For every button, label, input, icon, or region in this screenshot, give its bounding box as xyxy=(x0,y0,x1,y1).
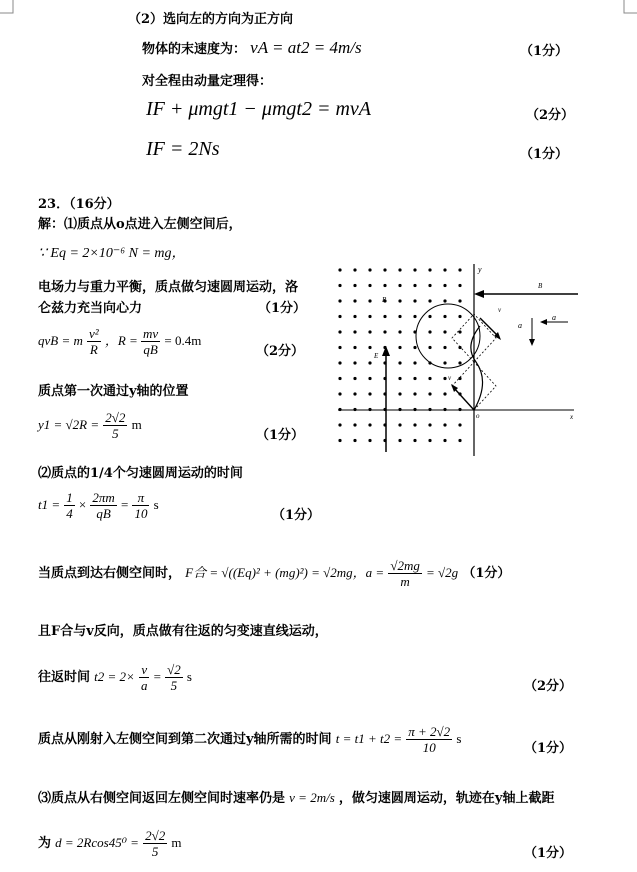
field-dot xyxy=(428,268,431,271)
field-dot xyxy=(428,284,431,287)
field-label: E xyxy=(374,352,379,360)
field-dot xyxy=(353,377,356,380)
field-dot xyxy=(398,284,401,287)
field-dot xyxy=(413,346,416,349)
field-dot xyxy=(443,346,446,349)
corner-mark-right xyxy=(623,0,637,14)
score: （2分） xyxy=(256,344,305,359)
field-dot xyxy=(368,346,371,349)
solution-intro: 解：⑴质点从o点进入左侧空间后， xyxy=(38,217,242,232)
field-dot xyxy=(398,423,401,426)
field-dot xyxy=(398,299,401,302)
field-dot xyxy=(413,284,416,287)
acceleration-label: a xyxy=(518,321,522,330)
field-dot xyxy=(413,361,416,364)
field-dot xyxy=(458,330,461,333)
field-dot xyxy=(383,284,386,287)
field-dot xyxy=(338,423,341,426)
particle-path xyxy=(471,326,483,410)
field-dot xyxy=(443,330,446,333)
d-equation-line: 为 d = 2Rcos45⁰ = $\frac{2√2}{5}$ m xyxy=(38,828,182,859)
field-dot xyxy=(413,392,416,395)
total-time-line: 质点从刚射入左侧空间到第二次通过y轴所需的时间 t = t1 + t2 = $\frac{\pi + 2√2}{10}$ s xyxy=(38,724,462,755)
field-dot xyxy=(398,268,401,271)
score: （1分） xyxy=(272,508,321,523)
final-velocity-line xyxy=(142,38,362,58)
arrow-head xyxy=(540,319,547,325)
field-dot xyxy=(398,377,401,380)
score: （1分） xyxy=(258,301,307,316)
fraction: $\frac{mv}{qB}$ xyxy=(143,326,159,357)
quarter-circle-text: ⑵质点的1/4个匀速圆周运动的时间 xyxy=(38,466,243,481)
first-cross-text: 质点第一次通过y轴的位置 xyxy=(38,384,189,399)
fraction: $\frac{2\pi m}{qB}$ xyxy=(92,490,115,521)
field-dot xyxy=(458,268,461,271)
field-dot xyxy=(338,439,341,442)
field-dot xyxy=(368,361,371,364)
field-dot xyxy=(338,299,341,302)
fraction: $\frac{v}{a}$ xyxy=(140,662,148,693)
field-dot xyxy=(413,439,416,442)
field-dot xyxy=(368,284,371,287)
field-dot xyxy=(428,315,431,318)
field-dot xyxy=(353,284,356,287)
field-dot xyxy=(368,377,371,380)
field-dot xyxy=(368,423,371,426)
part3-line: ⑶质点从右侧空间返回左侧空间时速率仍是 v = 2m/s ，做匀速圆周运动，轨迹在y轴上截距 xyxy=(38,790,555,806)
field-dot xyxy=(428,377,431,380)
field-dot xyxy=(383,268,386,271)
arrow-head xyxy=(529,339,535,346)
score: （1分） xyxy=(524,741,573,756)
fraction: $\frac{1}{4}$ xyxy=(66,490,73,521)
score: （1分） xyxy=(462,566,511,581)
field-dot xyxy=(413,268,416,271)
y-axis-label: y xyxy=(478,265,482,274)
field-dot xyxy=(458,299,461,302)
because-equation: ∵ Eq = 2×10⁻⁶ N = mg， xyxy=(38,246,186,261)
fraction: $\frac{2√2}{5}$ xyxy=(145,828,166,859)
score: （1分） xyxy=(256,428,305,443)
field-dot xyxy=(368,268,371,271)
field-dot xyxy=(338,361,341,364)
score: （1分） xyxy=(520,44,569,59)
velocity-arrow xyxy=(454,388,474,410)
field-dot xyxy=(368,439,371,442)
y1-equation: y1 = √2R = $\frac{2√2}{5}$ m xyxy=(38,410,142,441)
balance-text-1: 电场力与重力平衡，质点做匀速圆周运动，洛 xyxy=(38,280,299,295)
field-dot xyxy=(398,330,401,333)
field-dot xyxy=(353,423,356,426)
field-dot xyxy=(353,346,356,349)
score: （2分） xyxy=(524,679,573,694)
fraction: $\frac{√2mg}{m}$ xyxy=(390,558,420,589)
field-dot xyxy=(353,392,356,395)
field-dot xyxy=(458,439,461,442)
field-dot xyxy=(338,346,341,349)
field-dot xyxy=(413,299,416,302)
arrow-head xyxy=(382,346,390,356)
right-field-label: B xyxy=(538,282,543,290)
field-dot xyxy=(458,361,461,364)
field-dot xyxy=(443,284,446,287)
field-dot xyxy=(338,392,341,395)
field-dot xyxy=(398,392,401,395)
momentum-theorem-label: 对全程由动量定理得： xyxy=(142,74,273,89)
field-dot xyxy=(428,392,431,395)
field-dot xyxy=(413,377,416,380)
field-dot xyxy=(458,423,461,426)
magnetic-field-dots xyxy=(338,268,461,442)
score: （1分） xyxy=(524,846,573,861)
field-dot xyxy=(353,330,356,333)
fraction: $\frac{\pi + 2√2}{10}$ xyxy=(408,724,451,755)
arrow-head xyxy=(474,290,484,298)
field-dot xyxy=(443,315,446,318)
velocity-label: v xyxy=(498,306,502,314)
arrive-text: 当质点到达右侧空间时， xyxy=(38,566,182,581)
field-dot xyxy=(398,361,401,364)
field-dot xyxy=(398,315,401,318)
q23-header: 23．（16分） xyxy=(38,197,120,212)
score: （2分） xyxy=(526,108,575,123)
field-dot xyxy=(383,315,386,318)
balance-text-2: 仑兹力充当向心力 xyxy=(38,301,143,316)
b-field-label: B xyxy=(382,296,387,304)
part2-header: （2）选向左的方向为正方向 xyxy=(128,12,294,27)
acceleration-label: a xyxy=(552,313,556,322)
field-dot xyxy=(428,346,431,349)
field-dot xyxy=(338,315,341,318)
final-velocity-equation: vA = at2 = 4m/s xyxy=(250,38,362,57)
field-dot xyxy=(413,423,416,426)
reverse-text: 且F合与v反向，质点做有往返的匀变速直线运动， xyxy=(38,624,328,639)
field-dot xyxy=(443,268,446,271)
velocity-arrow xyxy=(480,318,498,336)
final-velocity-label: 物体的末速度为： xyxy=(142,42,247,57)
field-dot xyxy=(353,361,356,364)
field-dot xyxy=(368,315,371,318)
radius-eq-part: = 0.4m xyxy=(164,333,202,348)
field-dot xyxy=(443,377,446,380)
field-dot xyxy=(368,330,371,333)
field-dot xyxy=(428,423,431,426)
fraction: $\frac{\pi}{10}$ xyxy=(134,490,148,521)
fraction: $\frac{√2}{5}$ xyxy=(167,662,181,693)
field-dot xyxy=(443,439,446,442)
field-dot xyxy=(398,439,401,442)
field-dot xyxy=(428,299,431,302)
momentum-equation: IF + μmgt1 − μmgt2 = mvA xyxy=(146,98,371,120)
field-dot xyxy=(443,392,446,395)
radius-equation xyxy=(38,326,201,357)
physics-figure xyxy=(330,262,590,457)
t2-equation-line: 往返时间 t2 = 2× $\frac{v}{a}$ = $\frac{√2}{5}$ s xyxy=(38,662,192,693)
field-dot xyxy=(458,284,461,287)
field-dot xyxy=(413,315,416,318)
force-equation-line: 当质点到达右侧空间时， F合 = √((Eq)² + (mg)²) = √2mg，a = $\frac{√2mg}{m}$ = √2g （1分） xyxy=(38,558,511,589)
field-dot xyxy=(428,439,431,442)
field-dot xyxy=(338,284,341,287)
field-dot xyxy=(338,268,341,271)
field-dot xyxy=(443,423,446,426)
field-dot xyxy=(383,330,386,333)
field-dot xyxy=(458,315,461,318)
radius-eq-part: ，R = xyxy=(104,333,142,348)
field-dot xyxy=(338,377,341,380)
field-dot xyxy=(353,315,356,318)
field-dot xyxy=(443,299,446,302)
field-dot xyxy=(368,392,371,395)
radius-eq-part: qvB = m xyxy=(38,333,83,348)
field-dot xyxy=(338,330,341,333)
field-dot xyxy=(353,268,356,271)
velocity-label: v xyxy=(448,374,452,382)
field-dot xyxy=(398,346,401,349)
field-dot xyxy=(353,299,356,302)
t1-equation: t1 = $\frac{1}{4}$ × $\frac{2\pi m}{qB}$ = $\frac{\pi}{10}$ s xyxy=(38,490,159,521)
impulse-equation: IF = 2Ns xyxy=(146,138,220,160)
field-dot xyxy=(368,299,371,302)
origin-label: o xyxy=(476,412,480,420)
corner-mark-left xyxy=(0,0,14,14)
fraction: $\frac{2√2}{5}$ xyxy=(105,410,126,441)
x-axis-label: x xyxy=(570,413,574,421)
score: （1分） xyxy=(520,147,569,162)
fraction: $\frac{\text{v²}}{R}$ xyxy=(89,326,99,357)
field-dot xyxy=(443,361,446,364)
field-dot xyxy=(428,330,431,333)
field-dot xyxy=(353,439,356,442)
